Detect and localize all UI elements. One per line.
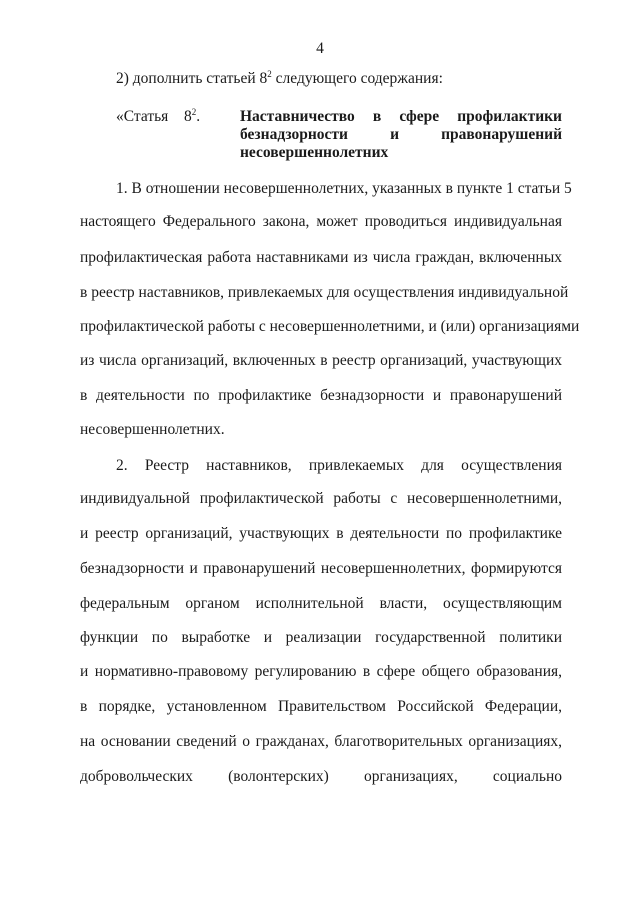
page-number: 4: [316, 40, 324, 57]
article-number-base: 8: [184, 108, 192, 125]
amendment-superscript: 2: [267, 69, 272, 79]
paragraph2-line: функции по выработке и реализации государственной политики: [80, 629, 562, 646]
amendment-prefix: 2) дополнить статьей 8: [116, 70, 268, 87]
paragraph2-line: федеральным органом исполнительной власти, осуществляющим: [80, 595, 562, 612]
paragraph1-line: настоящего Федерального закона, может проводиться индивидуальная: [80, 213, 562, 230]
article-number-suffix: .: [196, 108, 201, 125]
article-title-line: Наставничество в сфере профилактики: [240, 108, 562, 125]
paragraph1-line: в реестр наставников, привлекаемых для осуществления индивидуальной: [80, 284, 569, 301]
article-number: [184, 108, 200, 126]
article-title-line: безнадзорности и правонарушений: [240, 126, 562, 143]
paragraph1-line: из числа организаций, включенных в реестр организаций, участвующих: [80, 352, 562, 369]
article-label: «Статья: [116, 108, 169, 125]
paragraph2-line: и реестр организаций, участвующих в деятельности по профилактике: [80, 525, 562, 542]
paragraph2-line: безнадзорности и правонарушений несовершеннолетних, формируются: [80, 560, 562, 577]
paragraph1-line: 1. В отношении несовершеннолетних, указанных в пункте 1 статьи 5: [116, 180, 572, 197]
paragraph2-line: и нормативно-правовому регулированию в сфере общего образования,: [80, 663, 562, 680]
paragraph2-line: индивидуальной профилактической работы с несовершеннолетними,: [80, 490, 562, 507]
article-title: [240, 108, 562, 162]
paragraph2-line: 2. Реестр наставников, привлекаемых для осуществления: [116, 457, 562, 474]
paragraph2-line: в порядке, установленном Правительством Российской Федерации,: [80, 698, 562, 715]
article-number-superscript: 2: [191, 107, 197, 117]
paragraph1-line: профилактической работы с несовершеннолетними, и (или) организациями: [80, 318, 580, 335]
paragraph2-line: на основании сведений о гражданах, благотворительных организациях,: [80, 733, 562, 750]
paragraph2-line: добровольческих (волонтерских) организациях, социально: [80, 768, 562, 785]
amendment-suffix: следующего содержания:: [271, 70, 443, 87]
paragraph1-line: в деятельности по профилактике безнадзорности и правонарушений: [80, 387, 562, 404]
article-heading: [116, 108, 562, 168]
article-title-line: несовершеннолетних: [240, 144, 389, 161]
paragraph1-line: профилактическая работа наставниками из числа граждан, включенных: [80, 249, 562, 266]
paragraph1-line: несовершеннолетних.: [80, 421, 225, 438]
amendment-line: [116, 70, 562, 88]
